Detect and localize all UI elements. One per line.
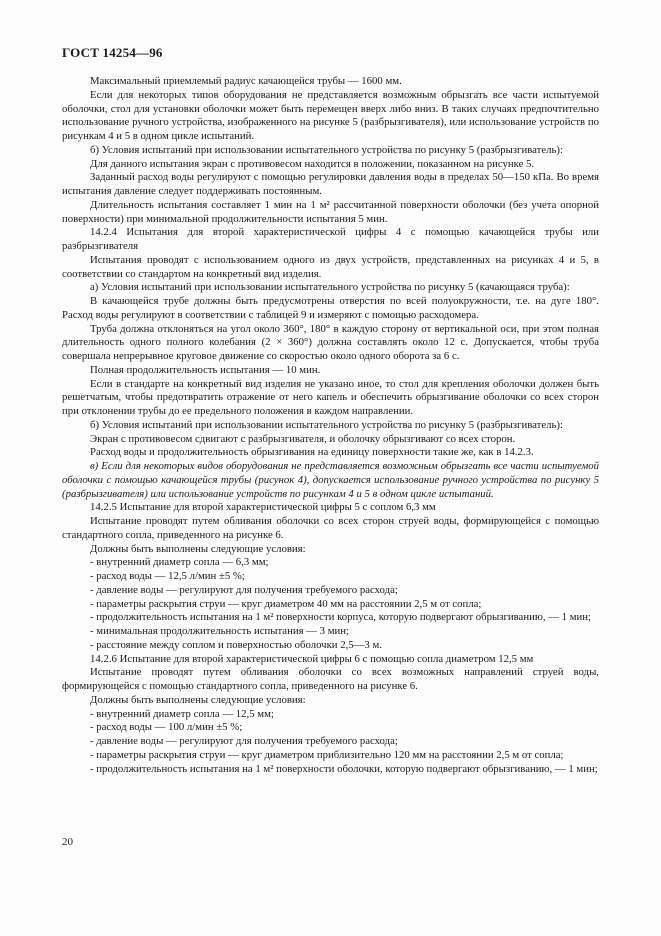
paragraph: Если в стандарте на конкретный вид изделия не указано иное, то стол для крепления оболочки должен быть решетчатым, чтобы предотвратить отражение от него капель и обеспечить обрызгивание оболочки со всех сторон при отклонении трубы до ее предельного положения в каждом направлении. bbox=[62, 377, 599, 417]
section-heading: 14.2.4 Испытания для второй характеристической цифры 4 с помощью качающейся трубы или разбрызгивателя bbox=[62, 226, 599, 252]
paragraph: Испытание проводят путем обливания оболочки со всех сторон струей воды, формирующейся с помощью стандартного сопла, приведенного на рисунке 6. bbox=[62, 515, 599, 541]
list-item: - внутренний диаметр сопла — 6,3 мм; bbox=[90, 556, 269, 569]
italic-paragraph: в) Если для некоторых видов оборудования не представляется возможным обрызгать все части испытуемой оболочки с помощью качающейся трубы (рисунок 4), допускается использование ручного устройства по рисунку 5 (разбрызгивателя) или использование устройств по рисункам 4 и 5 в одном цикле испытаний. bbox=[62, 460, 599, 500]
paragraph: Если для некоторых типов оборудования не представляется возможным обрызгать все части испытуемой оболочки, стол для установки оболочки может быть перемещен вверх либо вниз. В таких случаях предпочтительно использование ручного устройства, изображенного на рисунке 5 (разбрызгивателя), или использование устройств по рисункам 4 и 5 в одном цикле испытаний. bbox=[62, 88, 599, 142]
paragraph: Испытания проводят с использованием одного из двух устройств, представленных на рисунках 4 и 5, в соответствии со стандартом на конкретный вид изделия. bbox=[62, 253, 599, 280]
list-item: - продолжительность испытания на 1 м² поверхности оболочки, которую подвергают обрызгиванию, — 1 мин; bbox=[90, 762, 598, 775]
section-heading: 14.2.5 Испытание для второй характеристической цифры 5 с соплом 6,3 мм bbox=[90, 501, 436, 514]
paragraph: Экран с противовесом сдвигают с разбрызгивателя, и оболочку обрызгивают со всех сторон. bbox=[90, 432, 516, 445]
paragraph: Заданный расход воды регулируют с помощью регулировки давления воды в пределах 50—150 кПа. Во время испытания давление следует поддерживать постоянным. bbox=[62, 171, 599, 197]
paragraph: Должны быть выполнены следующие условия: bbox=[90, 542, 306, 555]
list-item: - давление воды — регулируют для получения требуемого расхода; bbox=[90, 583, 398, 596]
document-body bbox=[62, 75, 599, 776]
paragraph: а) Условия испытаний при использовании испытательного устройства по рисунку 5 (качающаяся труба): bbox=[90, 281, 570, 294]
list-item: - продолжительность испытания на 1 м² поверхности корпуса, которую подвергают обрызгиванию, — 1 мин; bbox=[90, 611, 592, 624]
paragraph: В качающейся трубе должны быть предусмотрены отверстия по всей полуокружности, т.е. на дуге 180°. Расход воды регулируют в соответствии с таблицей 9 и измеряют с помощью расходомера. bbox=[62, 295, 599, 321]
list-item: - расстояние между соплом и поверхностью оболочки 2,5—3 м. bbox=[90, 638, 382, 651]
list-item: - внутренний диаметр сопла — 12,5 мм; bbox=[90, 707, 274, 720]
paragraph: Для данного испытания экран с противовесом находится в положении, показанном на рисунке 5. bbox=[90, 157, 535, 170]
paragraph: Полная продолжительность испытания — 10 мин. bbox=[90, 363, 321, 376]
list-item: - параметры раскрытия струи — круг диаметром 40 мм на расстоянии 2,5 м от сопла; bbox=[90, 597, 482, 610]
list-item: - давление воды — регулируют для получения требуемого расхода; bbox=[90, 735, 398, 747]
list-item: - параметры раскрытия струи — круг диаметром приблизительно 120 мм на расстоянии 2,5 м от сопла; bbox=[90, 748, 564, 761]
paragraph: б) Условия испытаний при использовании испытательного устройства по рисунку 5 (разбрызгиватель): bbox=[90, 418, 563, 431]
paragraph: Длительность испытания составляет 1 мин на 1 м² рассчитанной поверхности оболочки (без учета опорной поверхности) при минимальной продолжительности испытания 5 мин. bbox=[62, 198, 599, 225]
paragraph: Труба должна отклоняться на угол около 360°, 180° в каждую сторону от вертикальной оси, при этом полная длительность одного полного колебания (2 × 360°) должна составлять около 12 с. Допускается, чтобы труба совершала непрерывное круговое движение со скоростью около одного оборота за 6 с. bbox=[62, 322, 599, 362]
list-item: - расход воды — 100 л/мин ±5 %; bbox=[90, 721, 243, 734]
list-item: - минимальная продолжительность испытания — 3 мин; bbox=[90, 625, 350, 637]
paragraph: Испытание проводят путем обливания оболочки со всех возможных направлений струей воды, формирующейся с помощью стандартного сопла, приведенного на рисунке 6. bbox=[62, 666, 599, 692]
paragraph: б) Условия испытаний при использовании испытательного устройства по рисунку 5 (разбрызгиватель): bbox=[90, 143, 563, 156]
list-item: - расход воды — 12,5 л/мин ±5 %; bbox=[90, 570, 245, 582]
paragraph: Должны быть выполнены следующие условия: bbox=[90, 693, 306, 706]
paragraph: Расход воды и продолжительность обрызгивания на единицу поверхности такие же, как в 14.2.3. bbox=[90, 446, 534, 459]
section-heading: 14.2.6 Испытание для второй характеристической цифры 6 с помощью сопла диаметром 12,5 мм bbox=[90, 652, 534, 665]
page-number: 20 bbox=[62, 836, 73, 848]
standard-code-header: ГОСТ 14254—96 bbox=[62, 45, 163, 60]
paragraph: Максимальный приемлемый радиус качающейся трубы — 1600 мм. bbox=[90, 75, 402, 87]
